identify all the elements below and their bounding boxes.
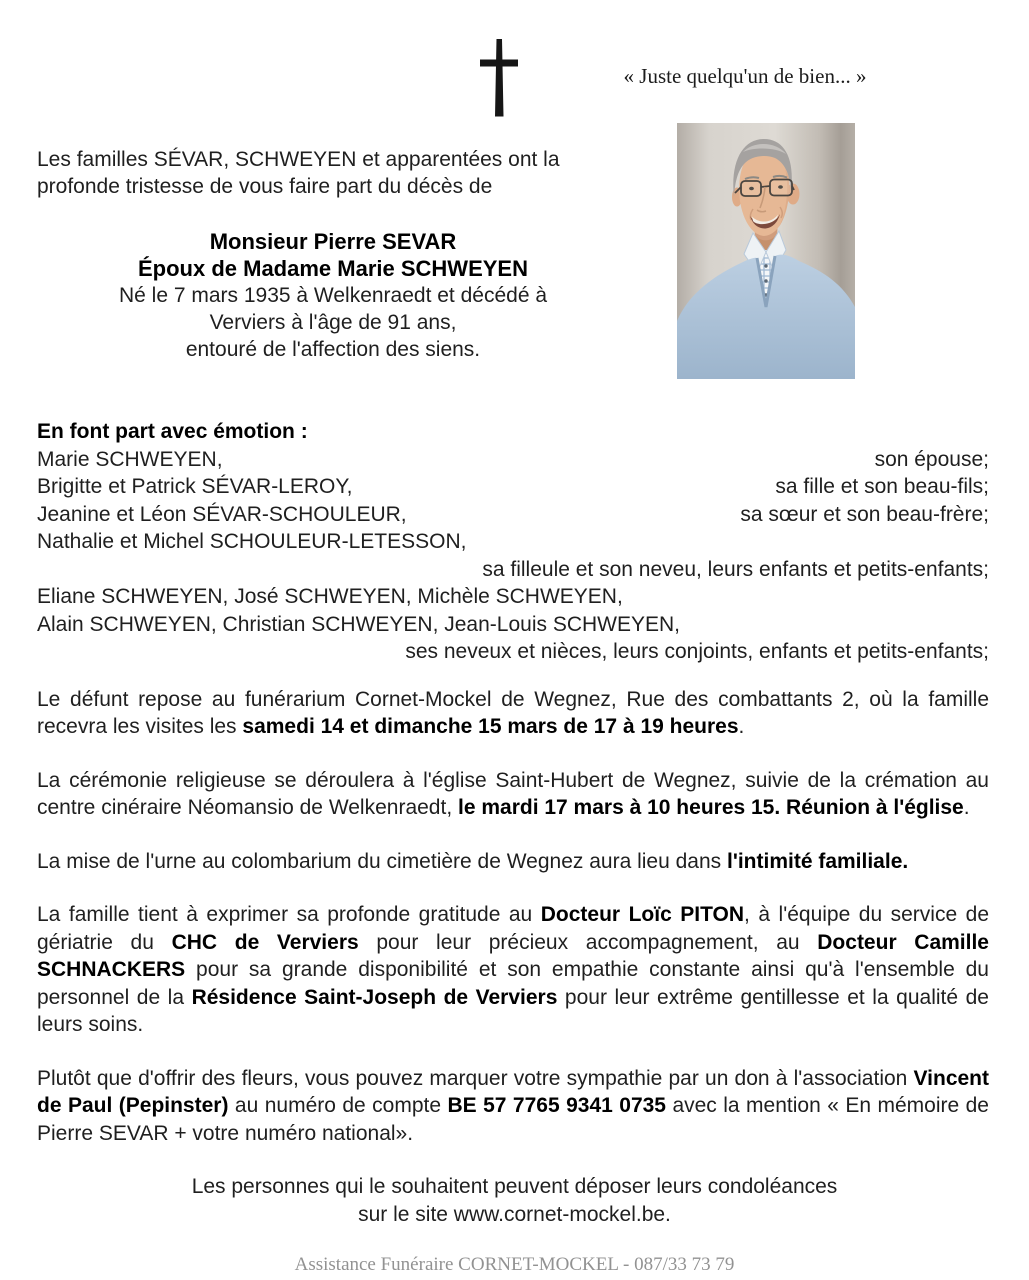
condolences-note [0,1173,1029,1228]
memorial-quote: « Juste quelqu'un de bien... » [623,64,867,88]
deceased-closing-line: entouré de l'affection des siens. [185,338,481,361]
family-member-relation [623,583,989,611]
visitation-paragraph: Le défunt repose au funérarium Cornet-Mockel de Wegnez, Rue des combattants 2, où la famille recevra les visites les samedi 14 et dimanche 15 mars de 17 à 19 heures. [37,687,989,738]
deceased-birth-line: Né le 7 mars 1935 à Welkenraedt et décédé à [118,284,548,307]
family-member-relation: sa fille et son beau-fils; [775,475,989,498]
gratitude-paragraph: La famille tient à exprimer sa profonde gratitude au Docteur Loïc PITON, à l'équipe du service de gériatrie du CHC de Verviers pour leur précieux accompagnement, au Docteur Camille SCHNACKERS pour sa grande disponibilité et son empathie constante ainsi qu'à l'ensemble du personnel de la Résidence Saint-Joseph de Verviers pour leur extrême gentillesse et la qualité de leurs soins. [37,903,989,1036]
condolences-line1: Les personnes qui le souhaitent peuvent déposer leurs condoléances [191,1175,838,1198]
family-member-name: Nathalie et Michel SCHOULEUR-LETESSON, [37,530,467,553]
deceased-spouse: Époux de Madame Marie SCHWEYEN [138,256,528,281]
shirt-button [764,264,767,267]
family-row [37,583,989,611]
family-row [37,446,989,474]
deceased-name-block [27,228,639,363]
family-list-heading: En font part avec émotion : [37,420,308,443]
family-member-relation: ses neveux et nièces, leurs conjoints, enfants et petits-enfants; [405,640,989,663]
family-member-relation: son épouse; [874,447,989,471]
condolences-line2: sur le site www.cornet-mockel.be. [358,1202,671,1226]
family-row [37,611,989,639]
family-row [37,638,989,666]
deceased-death-line: Verviers à l'âge de 91 ans, [209,311,457,334]
intro-text: Les familles SÉVAR, SCHWEYEN et apparentées ont la profonde tristesse de vous faire part du décès de [37,148,560,198]
donation-paragraph: Plutôt que d'offrir des fleurs, vous pouvez marquer votre sympathie par un don à l'association Vincent de Paul (Pepinster) au numéro de compte BE 57 7765 9341 0735 avec la mention « En mémoire de Pierre SEVAR + votre numéro national». [37,1066,989,1145]
family-member-relation: sa sœur et son beau-frère; [740,502,989,526]
family-member-relation [680,611,989,639]
family-announcement-list [37,418,989,666]
family-member-name: Jeanine et Léon SÉVAR-SCHOULEUR, [37,502,407,526]
latin-cross-icon [480,39,518,117]
family-row [37,528,989,556]
family-member-relation: sa filleule et son neveu, leurs enfants et petits-enfants; [482,557,989,581]
family-member-name: Marie SCHWEYEN, [37,447,223,471]
family-member-name: Alain SCHWEYEN, Christian SCHWEYEN, Jean-Louis SCHWEYEN, [37,612,681,636]
family-member-name: Brigitte et Patrick SÉVAR-LEROY, [37,475,353,498]
family-member-name: Eliane SCHWEYEN, José SCHWEYEN, Michèle SCHWEYEN, [37,585,623,608]
deceased-name: Monsieur Pierre SEVAR [209,229,457,254]
family-row [37,556,989,584]
shirt-button [764,279,767,282]
urn-paragraph: La mise de l'urne au colombarium du cimetière de Wegnez aura lieu dans l'intimité familiale. [37,849,909,873]
family-row [37,501,989,529]
family-member-relation [466,528,989,556]
ceremony-paragraph: La cérémonie religieuse se déroulera à l'église Saint-Hubert de Wegnez, suivie de la crémation au centre cinéraire Néomansio de Welkenraedt, le mardi 17 mars à 10 heures 15. Réunion à l'église. [37,768,989,819]
family-row [37,473,989,501]
deceased-portrait-photo [677,123,855,379]
funeral-details [37,686,989,1148]
funeral-home-footer: Assistance Funéraire CORNET-MOCKEL - 087/33 73 79 [294,1254,735,1275]
announcement-header [0,0,1029,418]
